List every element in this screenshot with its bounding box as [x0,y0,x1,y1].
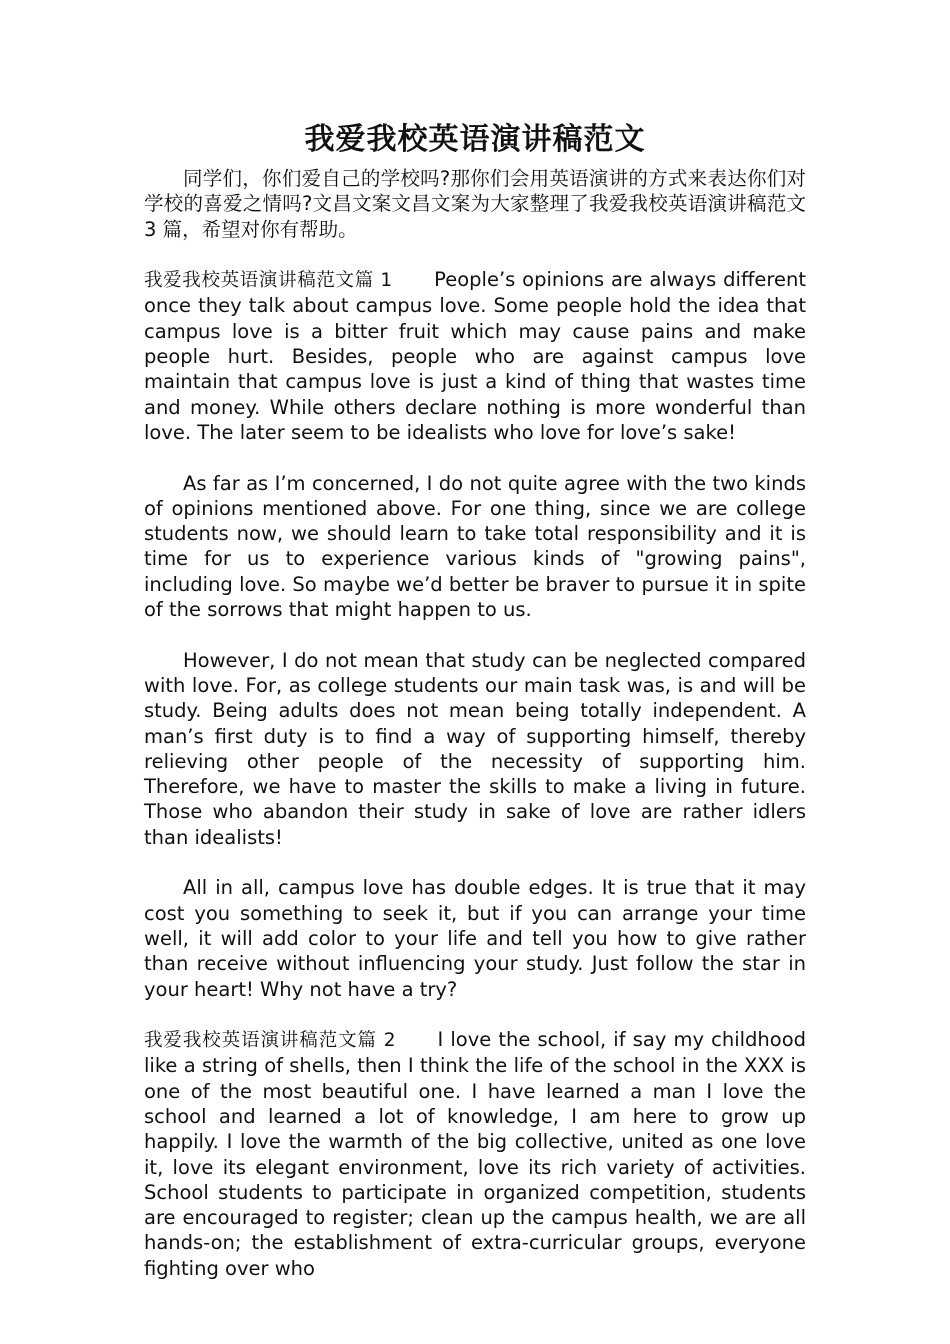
spacer [144,622,806,647]
section-1-paragraph-3: However, I do not mean that study can be neglected compared with love. For, as college students our main task was, is and will be study. Being adults does not mean being totally independent. A man’s first duty is to find a way of supporting himself, thereby relieving other people of the necessity of supporting him. Therefore, we have to master the skills to make a living in future. Those who abandon their study in sake of love are rather idlers than idealists! [144,648,806,849]
section-1-paragraph-4: All in all, campus love has double edges. It is true that it may cost you something to seek it, but if you can arrange your time well, it will add color to your life and tell you how to give rather than receive without influencing your study. Just follow the star in your heart! Why not have a try? [144,876,806,1001]
section-1-paragraph-1-text: People’s opinions are always different once they talk about campus love. Some people hold the idea that campus love is a bitter fruit which may cause pains and make people hurt. Besides, people who are against campus love maintain that campus love is just a kind of thing that wastes time and money. While others declare nothing is more wonderful than love. The later seem to be idealists who love for love’s sake! [144,268,806,444]
spacer [144,850,806,875]
spacer [144,242,806,267]
intro-paragraph: 同学们，你们爱自己的学校吗?那你们会用英语演讲的方式来表达你们对学校的喜爱之情吗?文昌文案文昌文案为大家整理了我爱我校英语演讲稿范文 3 篇，希望对你有帮助。 [144,167,806,241]
section-2-first-paragraph [144,1027,806,1281]
section-1-heading: 我爱我校英语演讲稿范文篇 1 [144,270,393,292]
document-page [144,118,806,1281]
section-1-paragraph-2: As far as I’m concerned, I do not quite agree with the two kinds of opinions mentioned above. For one thing, since we are college students now, we should learn to take total responsibility and it is time for us to experience various kinds of "growing pains", including love. So maybe we’d better be braver to pursue it in spite of the sorrows that might happen to us. [144,471,806,622]
section-2-heading: 我爱我校英语演讲稿范文篇 2 [144,1030,396,1052]
spacer [144,445,806,470]
spacer [144,1002,806,1027]
document-title: 我爱我校英语演讲稿范文 [304,122,646,157]
section-2-paragraph-1-text: I love the school, if say my childhood like a string of shells, then I think the life of the school in the XXX is one of the most beautiful one. I have learned a man I love the school and learned a lot of knowledge, I am here to grow up happily. I love the warmth of the big collective, united as one love it, love its elegant environment, love its rich variety of activities. School students to participate in organized competition, students are encouraged to register; clean up the campus health, we are all hands-on; the establishment of extra-curricular groups, everyone fighting over who [144,1028,806,1280]
section-1-first-paragraph [144,267,806,445]
